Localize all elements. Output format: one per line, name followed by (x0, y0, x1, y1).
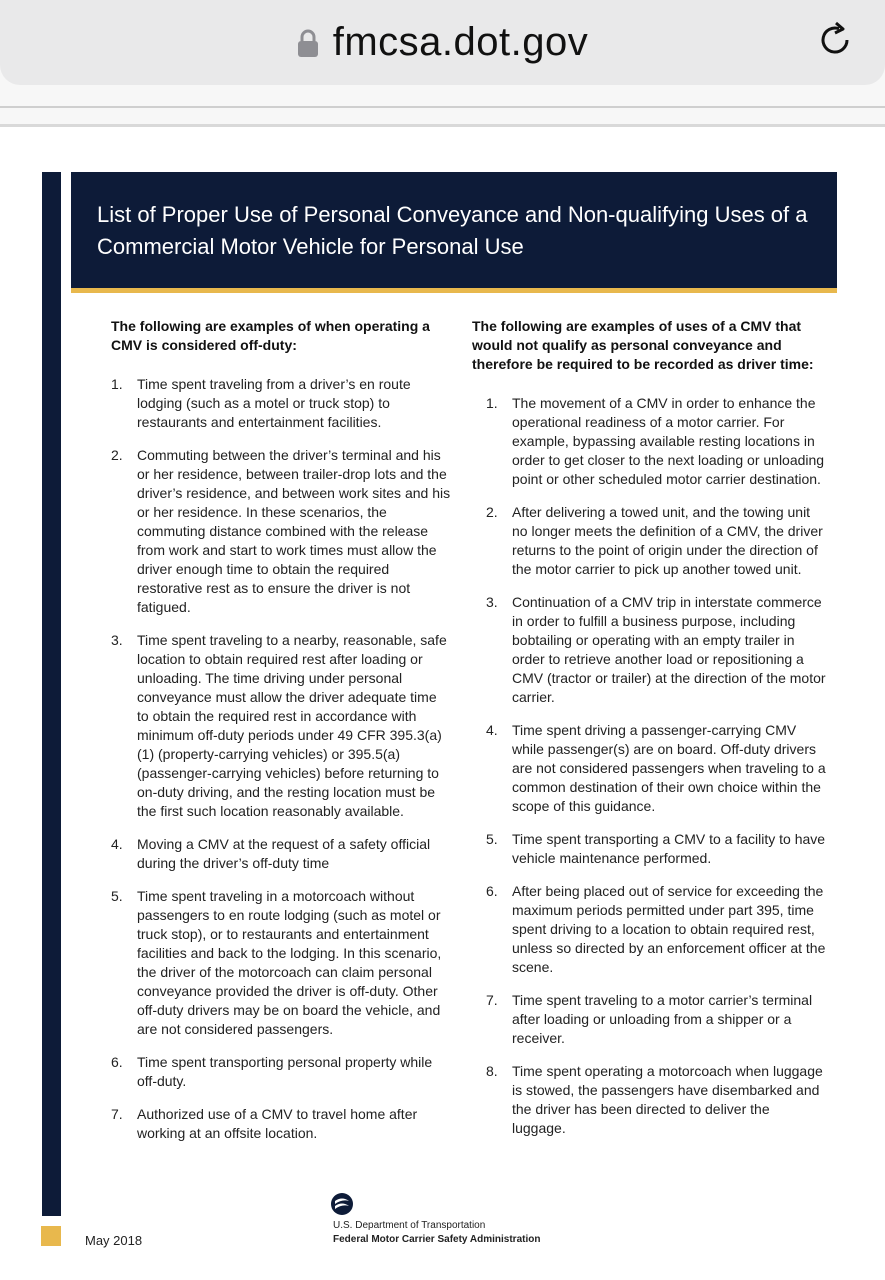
list-item (111, 375, 451, 432)
list-number: 4. (111, 836, 123, 852)
list-number: 5. (111, 888, 123, 904)
department-name: U.S. Department of Transportation (333, 1220, 486, 1231)
list-text: Authorized use of a CMV to travel home after working at an offsite location. (137, 1106, 418, 1141)
list-number: 6. (111, 1054, 123, 1070)
list-number: 2. (111, 447, 123, 463)
list-number: 8. (486, 1063, 498, 1079)
header-gold-rule (71, 288, 837, 293)
list-text: Time spent traveling to a nearby, reasonable, safe location to obtain required rest after loading or unloading. The time driving under personal conveyance must allow the driver adequate time to obtain the required rest in accordance with minimum off-duty periods under 49 CFR 395.3(a)(1) (property-carrying vehicles) or 395.5(a) (passenger-carrying vehicles) before returning to on-duty driving, and the resting location must be the first such location reasonably available. (137, 632, 447, 819)
document-gold-square (41, 1226, 61, 1246)
list-text: Time spent driving a passenger-carrying CMV while passenger(s) are on board. Off-duty drivers are not considered passengers when traveling to a common destination of their own choice within the scope of this guidance. (512, 722, 826, 814)
list-text: After being placed out of service for exceeding the maximum periods permitted under part 395, time spent driving to a location to obtain required rest, unless so directed by an enforcement officer at the scene. (512, 883, 826, 975)
dot-logo-icon (330, 1192, 354, 1221)
list-item (472, 394, 827, 489)
list-item (472, 593, 827, 707)
list-text: The movement of a CMV in order to enhance the operational readiness of a motor carrier. For example, bypassing available resting locations in order to get closer to the next loading or unloading point or other scheduled motor carrier destination. (512, 395, 825, 487)
driver-time-column (472, 317, 827, 1152)
list-number: 1. (486, 395, 498, 411)
list-text: Moving a CMV at the request of a safety official during the driver’s off-duty time (137, 836, 431, 871)
list-number: 4. (486, 722, 498, 738)
list-text: Continuation of a CMV trip in interstate commerce in order to fulfill a business purpose, including bobtailing or operating with an empty trailer in order to retrieve another load or repositioning a CMV (tractor or trailer) at the direction of the motor carrier. (512, 594, 826, 705)
off-duty-intro: The following are examples of when operating a CMV is considered off-duty: (111, 318, 430, 353)
list-number: 6. (486, 883, 498, 899)
document-side-bar (42, 172, 61, 1216)
list-item (472, 1062, 827, 1138)
list-text: After delivering a towed unit, and the towing unit no longer meets the definition of a CMV, the driver returns to the point of origin under the direction of the motor carrier to pick up another towed unit. (512, 504, 823, 577)
divider (0, 106, 885, 108)
list-item (472, 882, 827, 977)
reload-icon[interactable] (815, 20, 855, 60)
list-item (472, 503, 827, 579)
list-text: Time spent transporting a CMV to a facility to have vehicle maintenance performed. (512, 831, 826, 866)
list-item (111, 1053, 451, 1091)
lock-icon (297, 28, 319, 58)
list-number: 5. (486, 831, 498, 847)
list-item (472, 830, 827, 868)
url-text[interactable]: fmcsa.dot.gov (332, 20, 589, 64)
list-item (111, 446, 451, 617)
list-text: Time spent traveling in a motorcoach without passengers to en route lodging (such as motel or truck stop), or to restaurants and entertainment facilities and back to the lodging. In this scenario, the driver of the motorcoach can claim personal conveyance provided the driver is off-duty. Other off-duty drivers may be on board the vehicle, and are not considered passengers. (137, 888, 442, 1037)
list-text: Time spent transporting personal property while off-duty. (137, 1054, 433, 1089)
list-text: Commuting between the driver’s terminal and his or her residence, between trailer-drop lots and the driver’s residence, and between work sites and his or her residence. In these scenarios, the commuting distance combined with the release from work and start to work times must allow the driver enough time to obtain the required restorative rest as to ensure the driver is not fatigued. (137, 447, 451, 615)
driver-time-list (472, 394, 827, 1138)
list-item (472, 991, 827, 1048)
publication-date: May 2018 (85, 1233, 143, 1248)
list-item (111, 631, 451, 821)
off-duty-list (111, 375, 451, 1143)
list-item (111, 887, 451, 1039)
browser-toolbar (0, 0, 885, 127)
list-number: 1. (111, 376, 123, 392)
divider (0, 124, 885, 127)
list-text: Time spent operating a motorcoach when luggage is stowed, the passengers have disembarked and the driver has been directed to deliver the luggage. (512, 1063, 823, 1136)
list-number: 2. (486, 504, 498, 520)
document-header (71, 172, 837, 288)
list-text: Time spent traveling from a driver’s en route lodging (such as a motel or truck stop) to restaurants and entertainment facilities. (137, 376, 411, 430)
address-bar[interactable] (0, 0, 885, 85)
driver-time-intro: The following are examples of uses of a CMV that would not qualify as personal conveyance and therefore be required to be recorded as driver time: (472, 318, 814, 372)
page-title: List of Proper Use of Personal Conveyance and Non-qualifying Uses of a Commercial Motor Vehicle for Personal Use (97, 202, 808, 259)
list-text: Time spent traveling to a motor carrier’s terminal after loading or unloading from a shipper or a receiver. (512, 992, 813, 1046)
agency-name: Federal Motor Carrier Safety Administration (333, 1234, 541, 1245)
list-item (111, 835, 451, 873)
list-item (111, 1105, 451, 1143)
list-number: 3. (486, 594, 498, 610)
off-duty-column (111, 317, 451, 1157)
list-number: 7. (486, 992, 498, 1008)
list-number: 3. (111, 632, 123, 648)
list-number: 7. (111, 1106, 123, 1122)
list-item (472, 721, 827, 816)
